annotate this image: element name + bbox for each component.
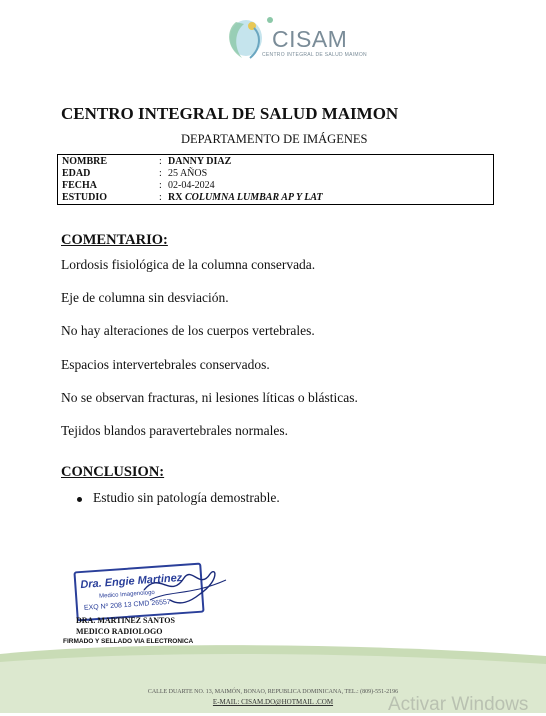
signer-block	[76, 615, 175, 637]
signature-scribble	[140, 560, 230, 610]
info-separator: :	[159, 156, 162, 167]
department-title: DEPARTAMENTO DE IMÁGENES	[181, 132, 368, 146]
info-separator: :	[159, 192, 162, 203]
bullet-icon	[77, 497, 82, 502]
info-label: EDAD	[62, 168, 91, 179]
document-title: CENTRO INTEGRAL DE SALUD MAIMON	[61, 104, 399, 123]
info-label: ESTUDIO	[62, 192, 108, 203]
study-prefix: RX	[168, 192, 183, 203]
comment-line: No hay alteraciones de los cuerpos vertebrales.	[61, 323, 315, 338]
info-value-date: 02-04-2024	[168, 180, 215, 191]
comment-line: Lordosis fisiológica de la columna conservada.	[61, 257, 316, 272]
comment-line: Tejidos blandos paravertebrales normales.	[61, 423, 288, 438]
info-label: NOMBRE	[62, 156, 107, 167]
logo-subtext: CENTRO INTEGRAL DE SALUD MAIMON	[262, 52, 367, 58]
info-value-age: 25 AÑOS	[168, 168, 208, 179]
logo-text: CISAM	[272, 26, 348, 52]
signature-note: FIRMADO Y SELLADO VIA ELECTRONICA	[63, 638, 194, 645]
patient-info-box	[57, 154, 494, 205]
study-name: COLUMNA LUMBAR AP Y LAT	[184, 192, 323, 203]
conclusion-item: Estudio sin patología demostrable.	[93, 490, 280, 505]
stamp-role: Medico Imagenologo	[99, 589, 156, 600]
comment-line: Espacios intervertebrales conservados.	[61, 357, 270, 372]
comment-line: No se observan fracturas, ni lesiones líticas o blásticas.	[61, 390, 358, 405]
footer-email: E-MAIL: CISAM.DO@HOTMAIL .COM	[212, 698, 334, 706]
info-separator: :	[159, 168, 162, 179]
info-label: FECHA	[62, 180, 97, 191]
stamp-name: Dra. Engie Martinez	[79, 571, 183, 592]
stamp-exq: EXQ Nº 208 13 CMD 26557	[83, 598, 172, 612]
comment-heading: COMENTARIO:	[61, 232, 168, 248]
footer-address: CALLE DUARTE NO. 13, MAIMÓN, BONAO, REPUBLICA DOMINICANA, TEL.: (809)-551-2196	[147, 689, 399, 695]
conclusion-heading: CONCLUSION:	[61, 464, 165, 480]
signer-name: DRA. MARTINEZ SANTOS	[76, 616, 175, 625]
signer-title: MEDICO RADIOLOGO	[76, 627, 163, 636]
comment-line: Eje de columna sin desviación.	[61, 290, 229, 305]
info-separator: :	[159, 180, 162, 191]
info-value-study	[168, 192, 323, 204]
info-value-name: DANNY DIAZ	[168, 156, 232, 167]
activation-watermark: Activar Windows	[388, 694, 529, 715]
